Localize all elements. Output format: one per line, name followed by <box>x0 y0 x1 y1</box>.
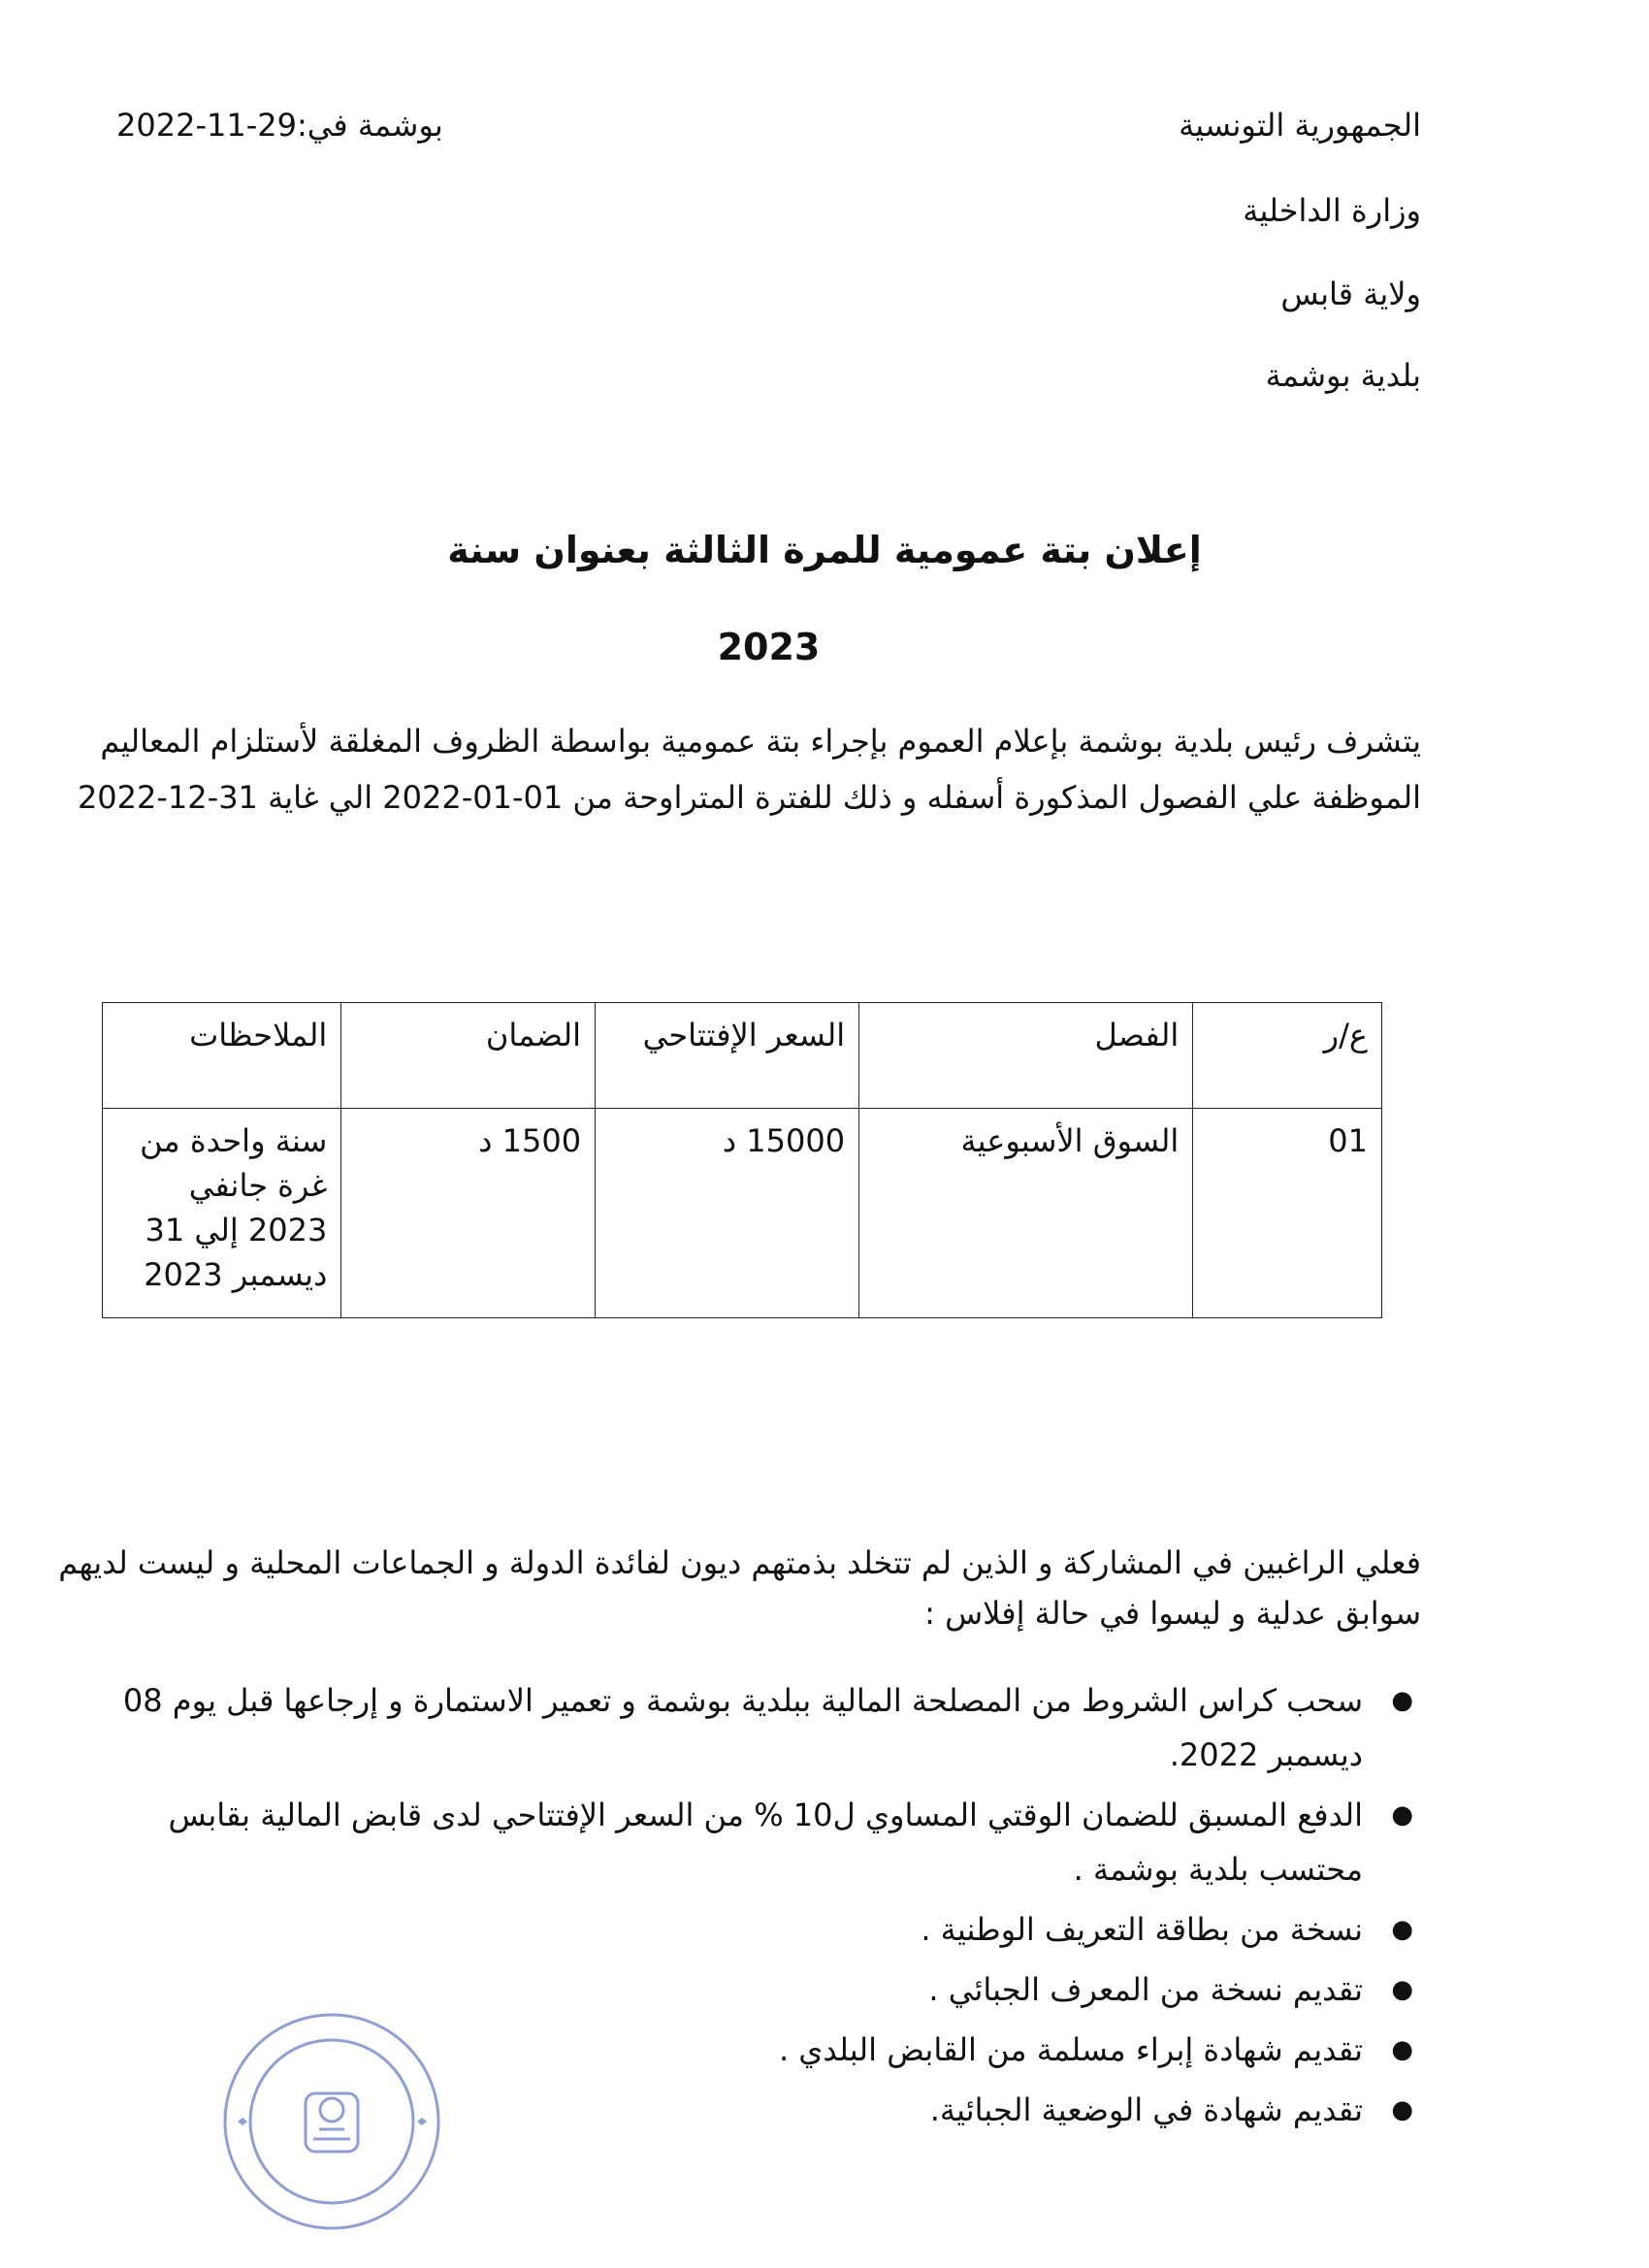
list-item <box>63 1788 1421 1896</box>
cell-notes: سنة واحدة من غرة جانفي 2023 إلي 31 ديسمبر 2023 <box>103 1109 341 1318</box>
bullet-icon: ● <box>1391 2035 1413 2064</box>
condition-text: تقديم شهادة إبراء مسلمة من القابض البلدي . <box>778 2031 1363 2068</box>
bullet-icon: ● <box>1391 1975 1413 2004</box>
col-number-header: ع/ر <box>1193 1003 1382 1109</box>
bullet-icon: ● <box>1391 2095 1413 2124</box>
table-row <box>103 1109 1382 1318</box>
bullet-icon: ● <box>1391 1686 1413 1715</box>
eligibility-paragraph: فعلي الراغبين في المشاركة و الذين لم تتخلد بذمتهم ديون لفائدة الدولة و الجماعات المحلية و ليست لديهم سوابق عدلية و ليسوا في حالة إفلاس : <box>58 1544 1421 1632</box>
table-header-row <box>103 1003 1382 1109</box>
bullet-icon: ● <box>1391 1915 1413 1944</box>
list-item <box>63 1673 1421 1782</box>
announcement-year: 2023 <box>717 626 821 668</box>
condition-text: سحب كراس الشروط من المصلحة المالية ببلدية بوشمة و تعمير الاستمارة و إرجاعها قبل يوم 08 ديسمبر 2022. <box>122 1682 1363 1773</box>
header-republic: الجمهورية التونسية <box>1179 107 1421 144</box>
cell-number: 01 <box>1193 1109 1382 1318</box>
header-ministry: وزارة الداخلية <box>1243 192 1421 229</box>
col-chapter-header: الفصل <box>859 1003 1193 1109</box>
bullet-icon: ● <box>1391 1800 1413 1830</box>
cell-chapter: السوق الأسبوعية <box>859 1109 1193 1318</box>
header-municipality: بلدية بوشمة <box>1265 357 1421 394</box>
cell-guarantee: 1500 د <box>341 1109 596 1318</box>
announcement-title: إعلان بتة عمومية للمرة الثالثة بعنوان سنة <box>447 529 1202 571</box>
condition-text: تقديم نسخة من المعرف الجبائي . <box>928 1971 1363 2008</box>
official-stamp-icon <box>218 2008 446 2236</box>
col-opening-price-header: السعر الإفتتاحي <box>596 1003 859 1109</box>
cell-opening-price: 15000 د <box>596 1109 859 1318</box>
col-notes-header: الملاحظات <box>103 1003 341 1109</box>
dateline: بوشمة في:29-11-2022 <box>116 107 443 144</box>
condition-text: تقديم شهادة في الوضعية الجبائية. <box>929 2091 1363 2128</box>
intro-paragraph: يتشرف رئيس بلدية بوشمة بإعلام العموم بإجراء بتة عمومية بواسطة الظروف المغلقة لأستلزام المعاليم الموظفة علي الفصول المذكورة أسفله و ذلك للفترة المتراوحة من 01-01-2022 الي غاية 31-12-2022 <box>77 723 1421 816</box>
condition-text: نسخة من بطاقة التعريف الوطنية . <box>921 1911 1363 1948</box>
list-item <box>63 1902 1421 1957</box>
header-governorate: ولاية قابس <box>1280 275 1421 312</box>
col-guarantee-header: الضمان <box>341 1003 596 1109</box>
lots-table <box>102 1002 1382 1318</box>
condition-text: الدفع المسبق للضمان الوقتي المساوي ل10 % من السعر الإفتتاحي لدى قابض المالية بقابس محتسب بلدية بوشمة . <box>168 1797 1363 1888</box>
